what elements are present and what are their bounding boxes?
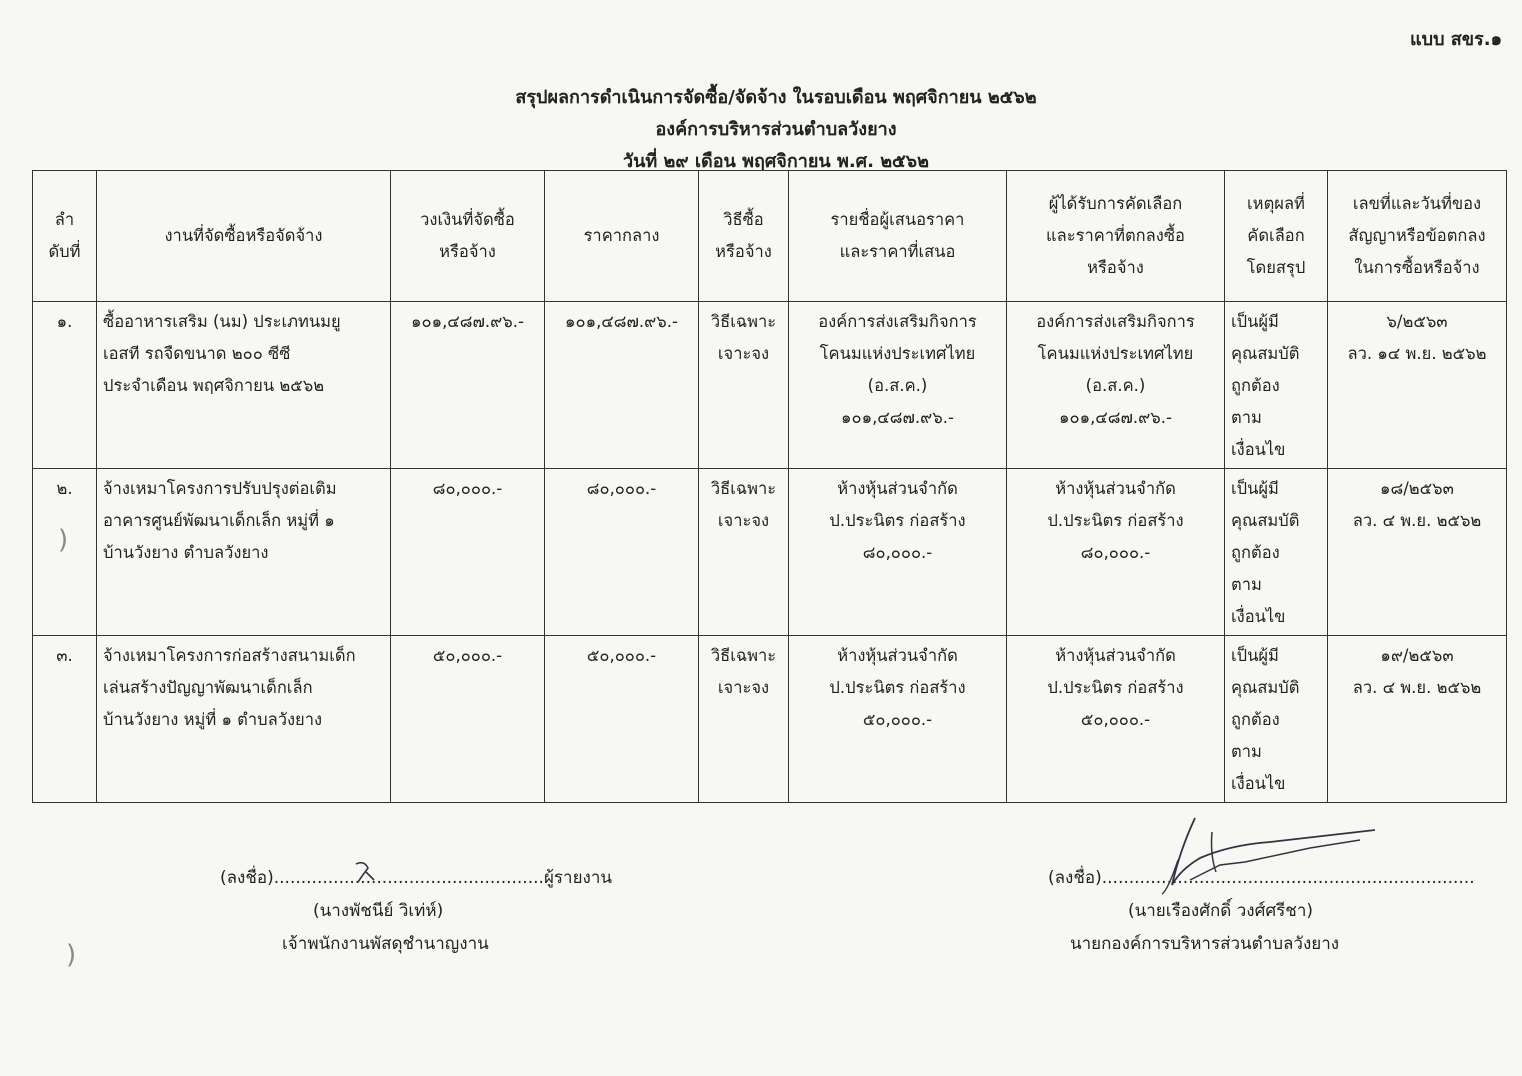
contract-reference-line: ๑๙/๒๕๖๓ — [1380, 646, 1454, 665]
column-header-line: คัดเลือก — [1247, 226, 1305, 245]
bidders-and-prices-cell — [789, 469, 1007, 636]
column-header-line: ดับที่ — [48, 242, 81, 261]
sign-label: (ลงชื่อ) — [220, 868, 274, 888]
contract-reference-cell — [1328, 636, 1507, 803]
procurement-method-cell — [699, 636, 789, 803]
budget-amount-cell — [391, 469, 545, 636]
column-header — [97, 171, 391, 302]
column-header — [1225, 171, 1328, 302]
selected-vendor-line: ห้างหุ้นส่วนจำกัด — [1055, 479, 1176, 498]
column-header-line: ลำ — [54, 210, 75, 229]
work-description-line: ประจำเดือน พฤศจิกายน ๒๕๖๒ — [103, 376, 325, 395]
column-header-line: และราคาที่ตกลงซื้อ — [1046, 226, 1185, 245]
work-description-line: บ้านวังยาง ตำบลวังยาง — [103, 543, 269, 562]
selected-vendor-line: องค์การส่งเสริมกิจการ — [1036, 312, 1195, 331]
signature-dots: .................................................. — [273, 868, 544, 888]
selected-vendor-cell — [1007, 636, 1225, 803]
bidders-and-prices-line: โคนมแห่งประเทศไทย — [819, 344, 976, 363]
procurement-method-line: วิธีเฉพาะ — [710, 646, 777, 665]
table-header-row — [33, 171, 1507, 302]
form-code: แบบ สขร.๑ — [1410, 29, 1502, 50]
contract-reference-line: ๑๘/๒๕๖๓ — [1380, 479, 1454, 498]
selected-vendor-line: ป.ประนิตร ก่อสร้าง — [1047, 678, 1184, 697]
column-header-line: และราคาที่เสนอ — [839, 242, 956, 261]
selected-vendor-line: ๘๐,๐๐๐.- — [1080, 543, 1151, 562]
work-description-line: บ้านวังยาง หมู่ที่ ๑ ตำบลวังยาง — [103, 710, 323, 729]
selection-reason-line: ตาม — [1231, 742, 1262, 761]
bidders-and-prices-line: ๑๐๑,๔๘๗.๙๖.- — [841, 408, 954, 427]
bidders-and-prices-line: ป.ประนิตร ก่อสร้าง — [829, 511, 966, 530]
column-header-line: ในการซื้อหรือจ้าง — [1354, 258, 1480, 277]
reporter-name: (นางพัชนีย์ วิเท่ห์) — [313, 901, 444, 921]
column-header-line: สัญญาหรือข้อตกลง — [1348, 226, 1486, 245]
median-price: ๕๐,๐๐๐.- — [586, 646, 657, 665]
row-number-cell — [33, 302, 97, 469]
median-price-cell — [545, 302, 699, 469]
work-description-line: จ้างเหมาโครงการปรับปรุงต่อเติม — [103, 479, 337, 498]
procurement-method-line: เจาะจง — [717, 678, 770, 697]
contract-reference-line: ลว. ๔ พ.ย. ๒๕๖๒ — [1352, 511, 1482, 530]
procurement-method-cell — [699, 469, 789, 636]
column-header-line: งานที่จัดซื้อหรือจัดจ้าง — [164, 226, 323, 245]
signature-dots: ..................................................................... — [1101, 868, 1475, 888]
mayor-position: นายกองค์การบริหารส่วนตำบลวังยาง — [1070, 934, 1340, 954]
bidders-and-prices-line: ๘๐,๐๐๐.- — [862, 543, 933, 562]
selection-reason-cell — [1225, 302, 1328, 469]
selected-vendor-line: ห้างหุ้นส่วนจำกัด — [1055, 646, 1176, 665]
selection-reason-line: เงื่อนไข — [1231, 774, 1286, 793]
bidders-and-prices-cell — [789, 302, 1007, 469]
median-price: ๑๐๑,๔๘๗.๙๖.- — [565, 312, 678, 331]
selection-reason-line: ถูกต้อง — [1231, 710, 1280, 729]
budget-amount: ๕๐,๐๐๐.- — [432, 646, 503, 665]
column-header-line: หรือจ้าง — [1087, 258, 1144, 277]
selected-vendor-line: ป.ประนิตร ก่อสร้าง — [1047, 511, 1184, 530]
column-header — [699, 171, 789, 302]
left-signature-line — [220, 864, 612, 891]
row-number: ๓. — [56, 646, 73, 665]
procurement-method-cell — [699, 302, 789, 469]
mayor-name: (นายเรืองศักดิ์ วงศ์ศรีชา) — [1128, 901, 1314, 921]
report-title: สรุปผลการดำเนินการจัดซื้อ/จัดจ้าง ในรอบเดือน พฤศจิกายน ๒๕๖๒ — [515, 87, 1037, 108]
budget-amount-cell — [391, 302, 545, 469]
budget-amount-cell — [391, 636, 545, 803]
bidders-and-prices-line: ห้างหุ้นส่วนจำกัด — [837, 646, 958, 665]
selection-reason-line: เงื่อนไข — [1231, 607, 1286, 626]
column-header-line: วิธีซื้อ — [723, 210, 764, 229]
selection-reason-line: ถูกต้อง — [1231, 543, 1280, 562]
budget-amount: ๑๐๑,๔๘๗.๙๖.- — [411, 312, 524, 331]
column-header — [1007, 171, 1225, 302]
procurement-method-line: วิธีเฉพาะ — [710, 312, 777, 331]
column-header-line: หรือจ้าง — [715, 242, 772, 261]
reporter-label: ผู้รายงาน — [543, 868, 613, 888]
selected-vendor-line: ๑๐๑,๔๘๗.๙๖.- — [1059, 408, 1172, 427]
left-handwritten-signature — [350, 858, 380, 888]
table-row — [33, 469, 1507, 636]
row-number: ๒. — [56, 479, 73, 498]
procurement-table — [32, 170, 1507, 803]
selection-reason-line: เป็นผู้มี — [1231, 646, 1279, 665]
bidders-and-prices-line: องค์การส่งเสริมกิจการ — [818, 312, 977, 331]
contract-reference-cell — [1328, 302, 1507, 469]
table-row — [33, 302, 1507, 469]
selection-reason-line: คุณสมบัติ — [1231, 678, 1300, 697]
column-header-line: เลขที่และวันที่ของ — [1352, 194, 1482, 213]
column-header-line: วงเงินที่จัดซื้อ — [420, 210, 515, 229]
median-price-cell — [545, 636, 699, 803]
work-description-cell — [97, 469, 391, 636]
column-header-line: ผู้ได้รับการคัดเลือก — [1048, 194, 1183, 213]
contract-reference-line: ลว. ๑๔ พ.ย. ๒๕๖๒ — [1347, 344, 1487, 363]
work-description-cell — [97, 302, 391, 469]
sign-label: (ลงชื่อ) — [1048, 868, 1102, 888]
column-header — [33, 171, 97, 302]
contract-reference-line: ๖/๒๕๖๓ — [1386, 312, 1448, 331]
column-header — [545, 171, 699, 302]
bidders-and-prices-cell — [789, 636, 1007, 803]
punch-mark-bottom: ) — [66, 940, 77, 970]
column-header-line: โดยสรุป — [1246, 258, 1306, 277]
selected-vendor-cell — [1007, 302, 1225, 469]
work-description-line: ซื้ออาหารเสริม (นม) ประเภทนมยู — [103, 312, 341, 331]
row-number: ๑. — [56, 312, 73, 331]
bidders-and-prices-line: ห้างหุ้นส่วนจำกัด — [837, 479, 958, 498]
contract-reference-cell — [1328, 469, 1507, 636]
median-price: ๘๐,๐๐๐.- — [586, 479, 657, 498]
work-description-line: อาคารศูนย์พัฒนาเด็กเล็ก หมู่ที่ ๑ — [103, 511, 335, 530]
column-header — [391, 171, 545, 302]
organization-name: องค์การบริหารส่วนตำบลวังยาง — [655, 119, 897, 140]
selection-reason-line: ถูกต้อง — [1231, 376, 1280, 395]
selection-reason-line: คุณสมบัติ — [1231, 344, 1300, 363]
budget-amount: ๘๐,๐๐๐.- — [432, 479, 503, 498]
contract-reference-line: ลว. ๔ พ.ย. ๒๕๖๒ — [1352, 678, 1482, 697]
work-description-cell — [97, 636, 391, 803]
median-price-cell — [545, 469, 699, 636]
reporter-position: เจ้าพนักงานพัสดุชำนาญงาน — [282, 934, 489, 954]
procurement-method-line: เจาะจง — [717, 511, 770, 530]
selected-vendor-line: โคนมแห่งประเทศไทย — [1037, 344, 1194, 363]
selection-reason-line: ตาม — [1231, 575, 1262, 594]
selected-vendor-line: ๕๐,๐๐๐.- — [1080, 710, 1151, 729]
bidders-and-prices-line: ป.ประนิตร ก่อสร้าง — [829, 678, 966, 697]
procurement-method-line: เจาะจง — [717, 344, 770, 363]
selected-vendor-line: (อ.ส.ค.) — [1085, 376, 1146, 395]
column-header-line: หรือจ้าง — [439, 242, 496, 261]
work-description-line: เอสที รถจืดขนาด ๒๐๐ ซีซี — [103, 344, 291, 363]
row-number-cell — [33, 636, 97, 803]
column-header-line: เหตุผลที่ — [1247, 194, 1305, 213]
selection-reason-line: คุณสมบัติ — [1231, 511, 1300, 530]
table-row — [33, 636, 1507, 803]
bidders-and-prices-line: ๕๐,๐๐๐.- — [862, 710, 933, 729]
punch-mark-top: ) — [58, 525, 69, 555]
bidders-and-prices-line: (อ.ส.ค.) — [867, 376, 928, 395]
selection-reason-line: เป็นผู้มี — [1231, 312, 1279, 331]
selection-reason-cell — [1225, 469, 1328, 636]
selection-reason-cell — [1225, 636, 1328, 803]
procurement-method-line: วิธีเฉพาะ — [710, 479, 777, 498]
report-date: วันที่ ๒๙ เดือน พฤศจิกายน พ.ศ. ๒๕๖๒ — [623, 151, 929, 172]
column-header-line: รายชื่อผู้เสนอราคา — [830, 210, 965, 229]
column-header-line: ราคากลาง — [583, 226, 660, 245]
selection-reason-line: เงื่อนไข — [1231, 440, 1286, 459]
work-description-line: จ้างเหมาโครงการก่อสร้างสนามเด็ก — [103, 646, 356, 665]
selection-reason-line: เป็นผู้มี — [1231, 479, 1279, 498]
right-handwritten-signature — [1150, 810, 1390, 900]
column-header — [1328, 171, 1507, 302]
selected-vendor-cell — [1007, 469, 1225, 636]
selection-reason-line: ตาม — [1231, 408, 1262, 427]
column-header — [789, 171, 1007, 302]
work-description-line: เล่นสร้างปัญญาพัฒนาเด็กเล็ก — [103, 678, 313, 697]
